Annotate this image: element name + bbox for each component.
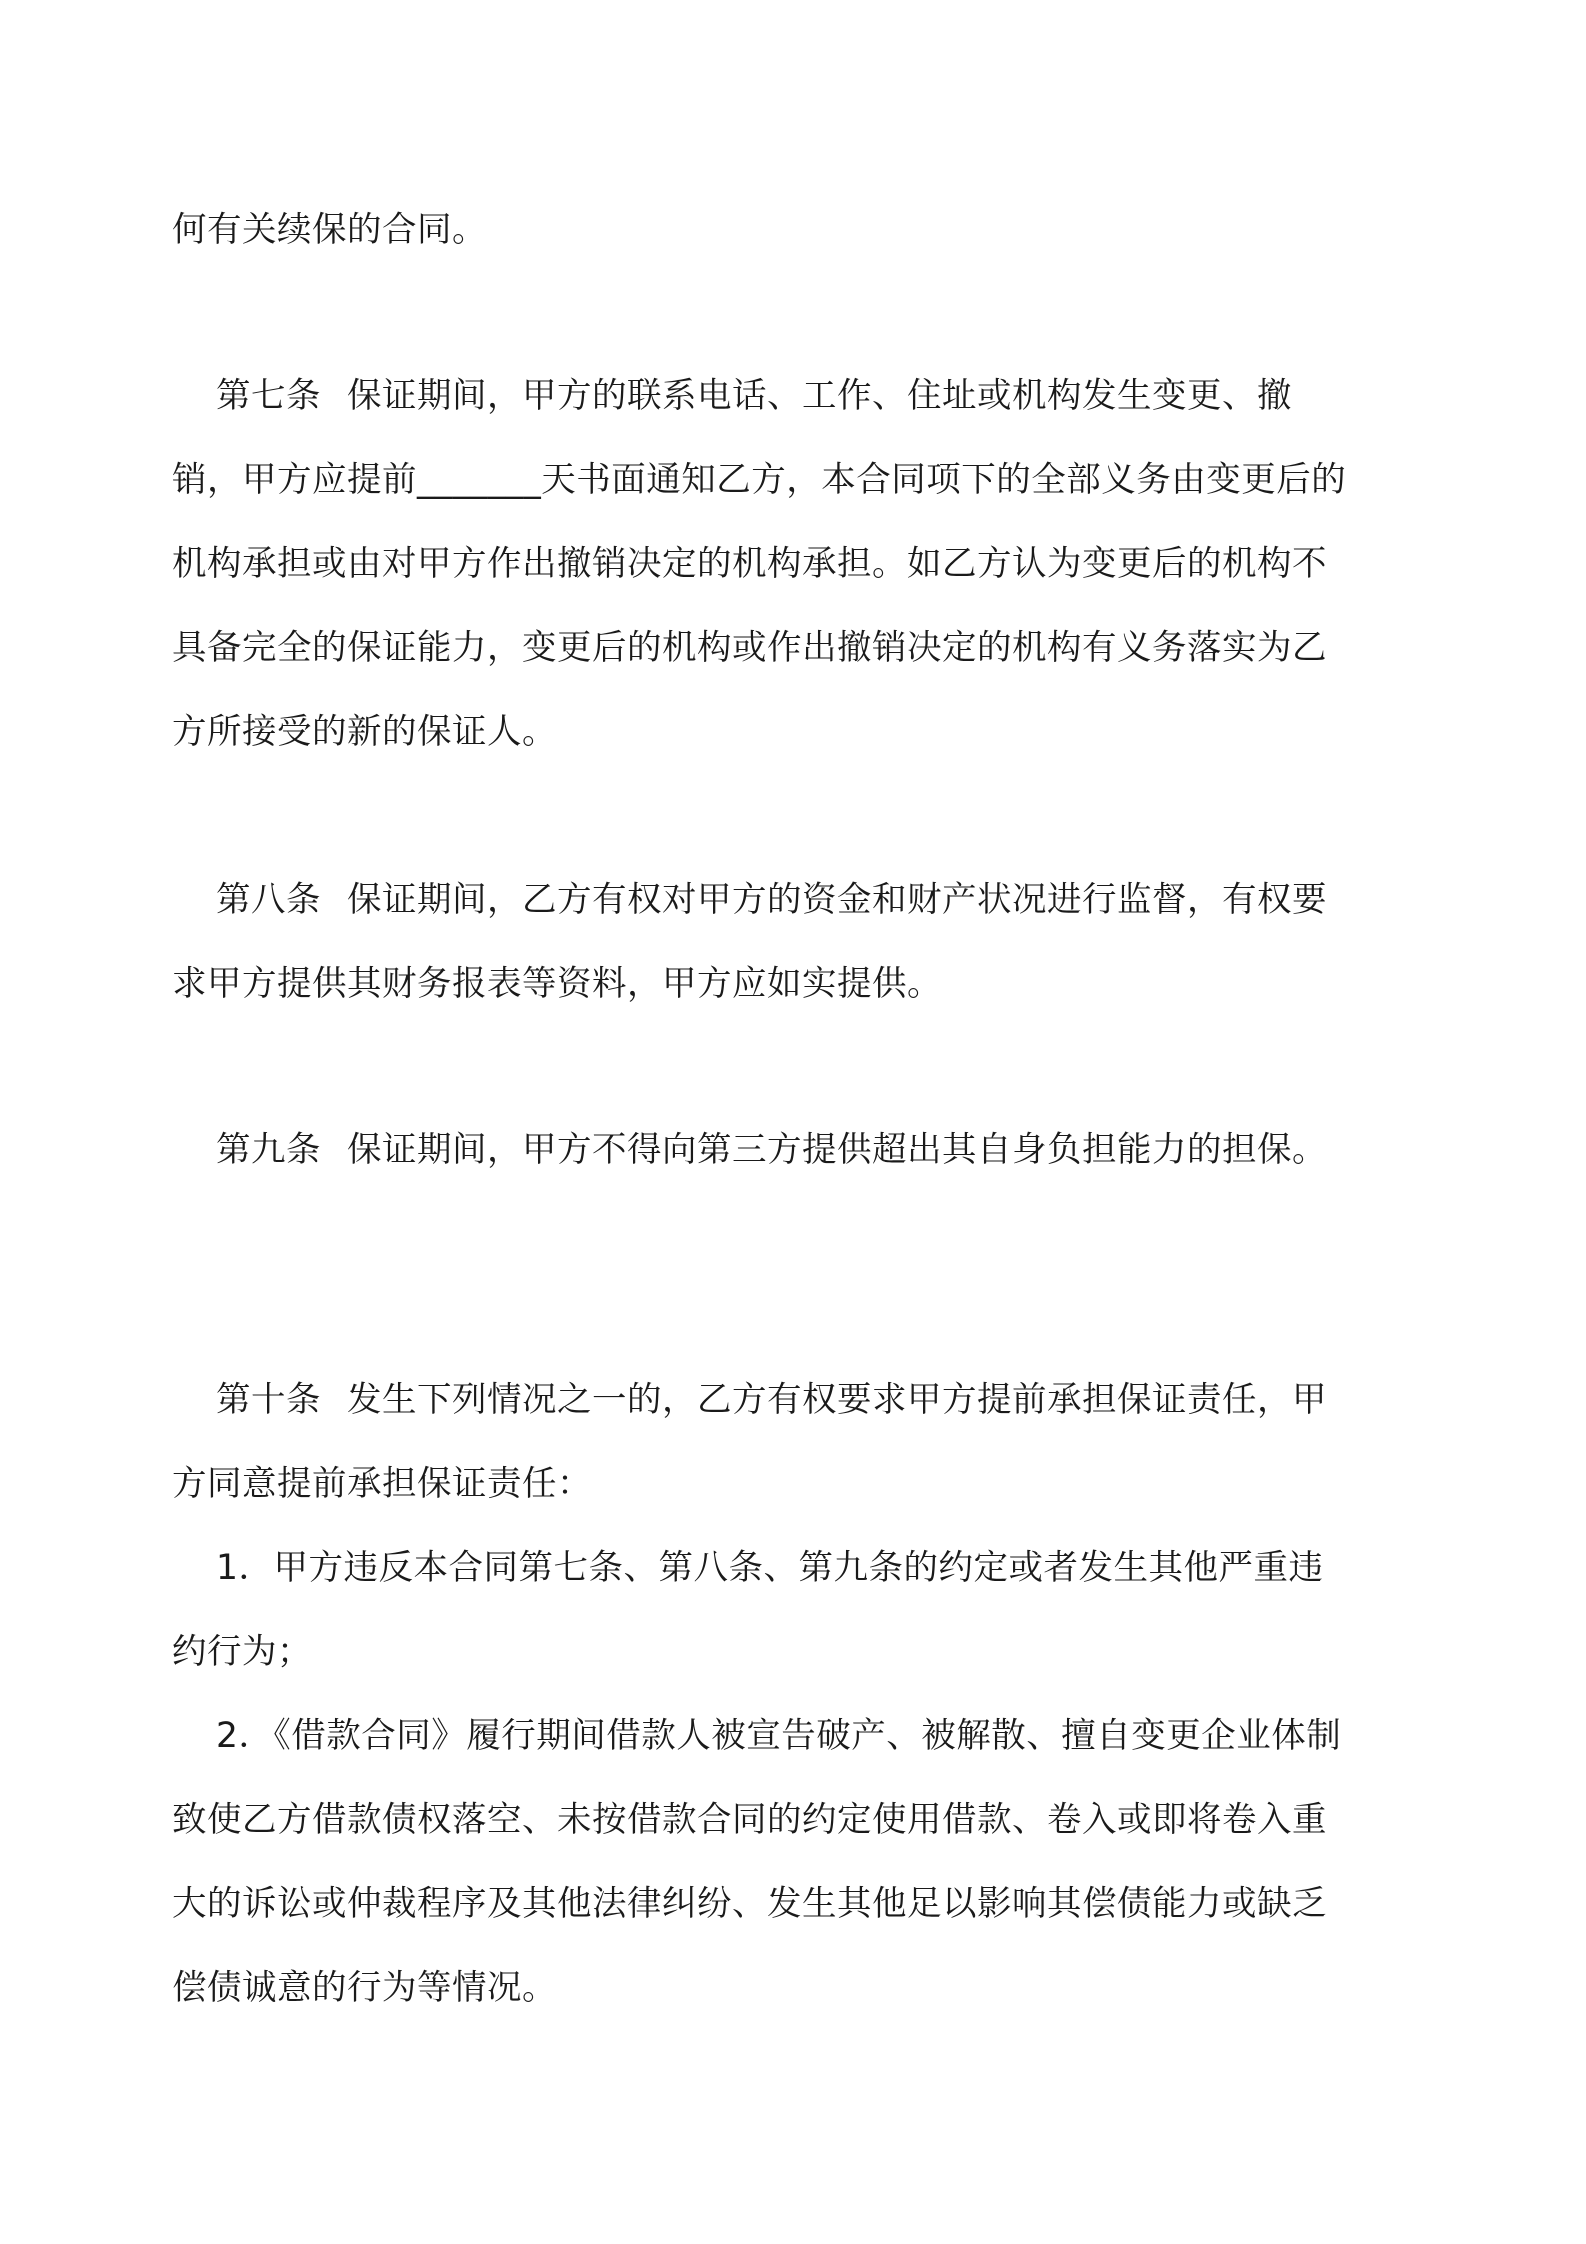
article-8-heading: 第八条 (216, 880, 321, 920)
article-9 (172, 1108, 1352, 1192)
article-9-heading: 第九条 (216, 1130, 321, 1170)
item-2-text: 《借款合同》履行期间借款人被宣告破产、被解散、擅自变更企业体制致使乙方借款债权落空、未按借款合同的约定使用借款、卷入或即将卷入重大的诉讼或仲裁程序及其他法律纠纷、发生其他足以影响其偿债能力或缺乏偿债诚意的行为等情况。 (172, 1716, 1342, 2008)
article-7 (172, 354, 1352, 774)
article-10-body: 发生下列情况之一的，乙方有权要求甲方提前承担保证责任，甲方同意提前承担保证责任： (172, 1380, 1327, 1504)
article-8-body: 保证期间，乙方有权对甲方的资金和财产状况进行监督，有权要求甲方提供其财务报表等资料，甲方应如实提供。 (172, 880, 1327, 1004)
article-10-item-2 (172, 1694, 1352, 2030)
article-10-item-1 (172, 1526, 1352, 1694)
article-7-heading: 第七条 (216, 376, 321, 416)
continuation-text: 何有关续保的合同。 (172, 210, 487, 250)
article-7-body: 保证期间，甲方的联系电话、工作、住址或机构发生变更、撤销，甲方应提前_______天书面通知乙方，本合同项下的全部义务由变更后的机构承担或由对甲方作出撤销决定的机构承担。如乙方认为变更后的机构不具备完全的保证能力，变更后的机构或作出撤销决定的机构有义务落实为乙方所接受的新的保证人。 (172, 376, 1347, 752)
article-9-body: 保证期间，甲方不得向第三方提供超出其自身负担能力的担保。 (347, 1130, 1327, 1170)
continuation-line (172, 188, 1352, 272)
article-10 (172, 1358, 1352, 1526)
article-8 (172, 858, 1352, 1026)
article-10-heading: 第十条 (216, 1380, 321, 1420)
item-2-number: 2． (216, 1716, 274, 1756)
item-1-text: 甲方违反本合同第七条、第八条、第九条的约定或者发生其他严重违约行为； (172, 1548, 1324, 1672)
item-1-number: 1． (216, 1548, 274, 1588)
